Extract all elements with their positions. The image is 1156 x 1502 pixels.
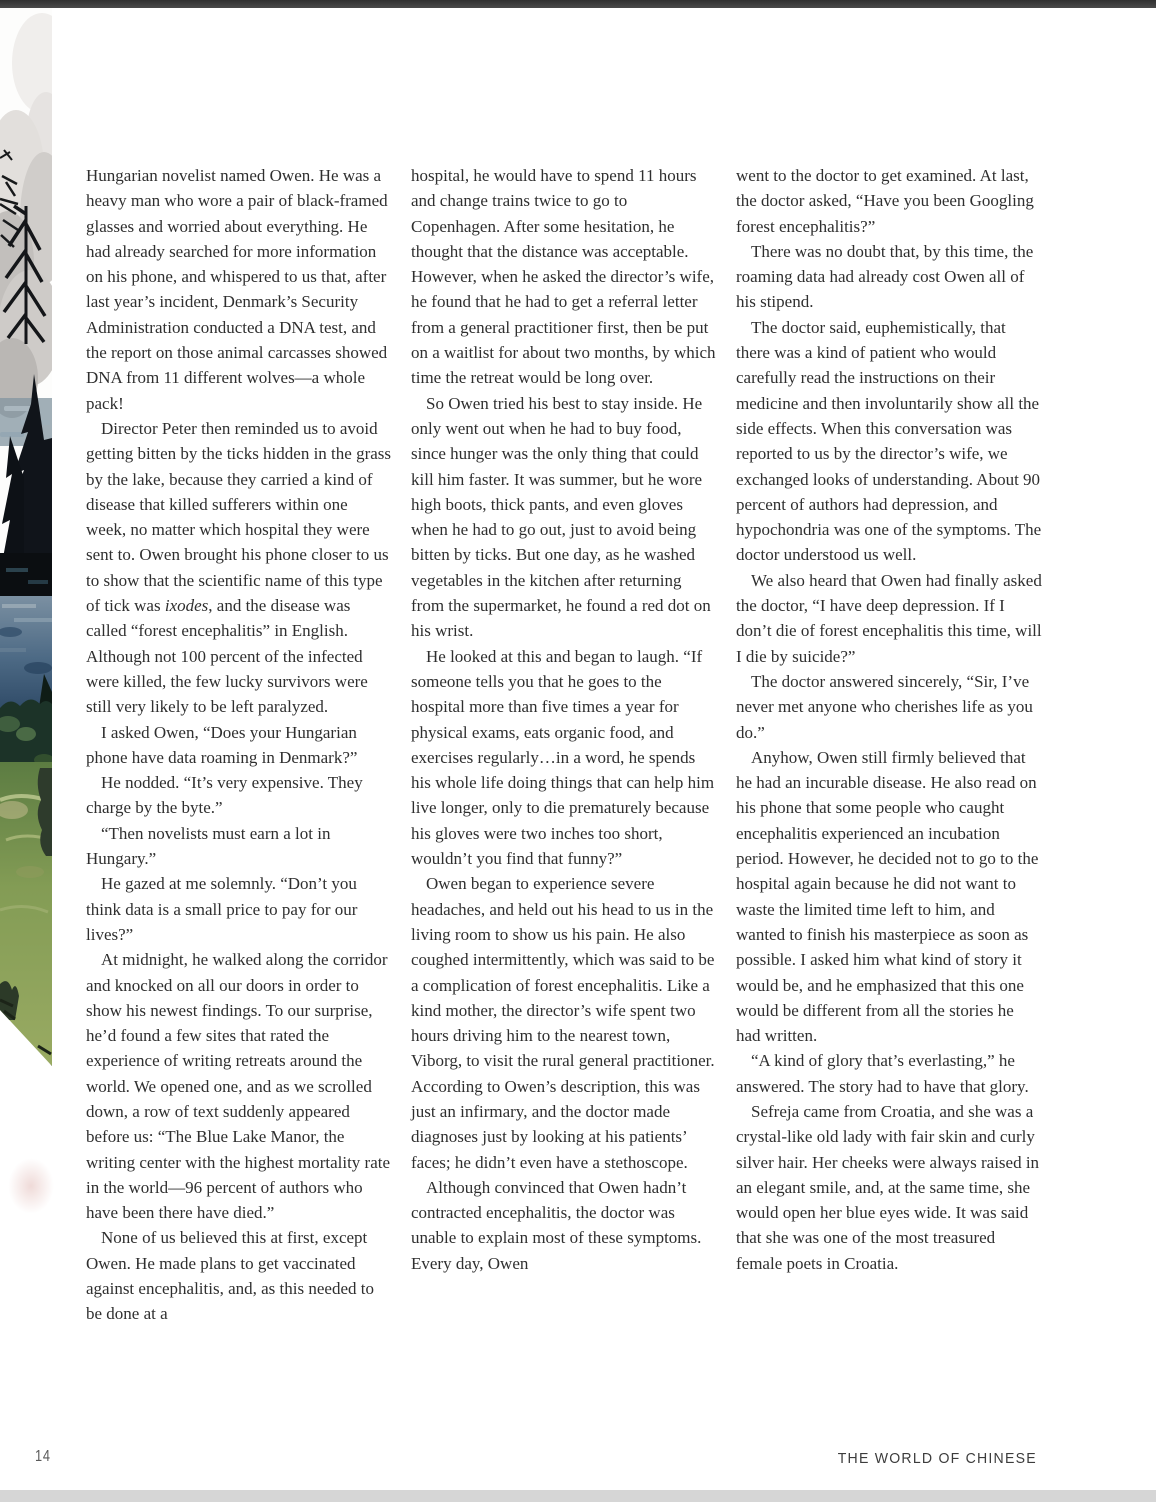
lakeside-forest-illustration — [0, 8, 52, 1075]
paragraph — [86, 416, 392, 720]
paragraph — [86, 821, 392, 872]
text-segment: We also heard that Owen had finally asked the doctor, “I have deep depression. If I don’t die of forest encephalitis this time, will I die by suicide?” — [736, 570, 1042, 666]
text-segment: Sefreja came from Croatia, and she was a crystal-like old lady with fair skin and curly silver hair. Her cheeks were always raised in an elegant smile, and, at the same time, she would open her blue eyes wide. It was said that she was one of the most treasured female poets in Croatia. — [736, 1101, 1040, 1273]
text-segment: Anyhow, Owen still firmly believed that he had an incurable disease. He also read on his phone that some people who caught encephalitis experienced an incubation period. However, he decided not to go to the hospital again because he did not want to waste the limited time left to him, and wanted to finish his masterpiece as soon as possible. I asked him what kind of story it would be, and he emphasized that this one would be different from all the stories he had written. — [736, 747, 1039, 1046]
page-bottom-edge-bar — [0, 1490, 1156, 1502]
text-segment: The doctor said, euphemistically, that there was a kind of patient who would carefully read the instructions on their medicine and then involuntarily show all the side effects. When this conversation was reported to us by the director’s wife, we exchanged looks of understanding. About 90 percent of authors had depression, and hypochondria was one of the symptoms. The doctor understood us well. — [736, 317, 1042, 565]
paragraph — [736, 1048, 1042, 1099]
paragraph — [86, 871, 392, 947]
paragraph — [411, 163, 717, 391]
magazine-title: THE WORLD OF CHINESE — [837, 1450, 1037, 1467]
column-left — [86, 163, 392, 1435]
text-segment: went to the doctor to get examined. At last, the doctor asked, “Have you been Googling forest encephalitis?” — [736, 166, 1034, 236]
paragraph — [86, 770, 392, 821]
paragraph — [736, 745, 1042, 1049]
text-segment: None of us believed this at first, except Owen. He made plans to get vaccinated against encephalitis, and, as this needed to be done at a — [86, 1228, 374, 1324]
text-segment: He nodded. “It’s very expensive. They charge by the byte.” — [86, 773, 363, 818]
paragraph — [736, 1099, 1042, 1276]
paragraph — [411, 1175, 717, 1276]
text-segment: “A kind of glory that’s everlasting,” he answered. The story had to have that glory. — [736, 1051, 1029, 1096]
paragraph — [86, 720, 392, 771]
text-segment: I asked Owen, “Does your Hungarian phone have data roaming in Denmark?” — [86, 722, 358, 767]
text-segment: , and the disease was called “forest encephalitis” in English. Although not 100 percent of the infected were killed, the few lucky survivors were still very likely to be left paralyzed. — [86, 596, 368, 717]
paragraph — [736, 315, 1042, 568]
paragraph — [411, 644, 717, 872]
text-segment: The doctor answered sincerely, “Sir, I’ve never met anyone who cherishes life as you do.” — [736, 671, 1033, 742]
paragraph — [86, 163, 392, 416]
paragraph — [411, 391, 717, 644]
text-segment: Owen began to experience severe headaches, and held out his head to us in the living room to show us his pain. He also coughed intermittently, which was said to be a complication of forest encephalitis. Like a kind mother, the director’s wife spent two hours driving him to the nearest town, Viborg, to visit the rural general practitioner. According to Owen’s description, this was just an infirmary, and the doctor made diagnoses just by looking at his patients’ faces; he didn’t even have a stethoscope. — [411, 874, 715, 1172]
page-top-edge-bar — [0, 0, 1156, 8]
page-number: 14 — [35, 1448, 51, 1465]
text-segment: Director Peter then reminded us to avoid getting bitten by the ticks hidden in the grass by the lake, because they carried a kind of disease that killed sufferers within one week, no matter which hospital they were sent to. Owen brought his phone closer to us to show that the scientific name of this type of tick was — [86, 418, 392, 616]
paragraph — [736, 239, 1042, 315]
paragraph — [736, 669, 1042, 745]
text-segment: He looked at this and began to laugh. “If someone tells you that he goes to the hospital more than five times a year for physical exams, eats organic food, and exercises regularly…in a word, he spends his whole life doing things that can help him live longer, only to die prematurely because his gloves were two inches too short, wouldn’t you find that funny?” — [411, 646, 715, 869]
text-segment: Although convinced that Owen hadn’t contracted encephalitis, the doctor was unable to explain most of these symptoms. Every day, Owen — [411, 1177, 702, 1273]
paragraph — [86, 1225, 392, 1326]
text-segment: Hungarian novelist named Owen. He was a heavy man who wore a pair of black-framed glasses and worried about everything. He had already searched for more information on his phone, and whispered to us that, after last year’s incident, Denmark’s Security Administration conducted a DNA test, and the report on those animal carcasses showed DNA from 11 different wolves—a whole pack! — [86, 166, 388, 413]
paragraph — [736, 568, 1042, 669]
column-middle — [411, 163, 717, 1435]
watercolor-smudge — [8, 1158, 54, 1214]
landscape-illustration-graphic — [0, 8, 52, 1075]
paragraph — [736, 163, 1042, 239]
italic-text: ixodes — [164, 596, 209, 616]
paragraph — [411, 871, 717, 1175]
text-segment: He gazed at me solemnly. “Don’t you think data is a small price to pay for our lives?” — [86, 874, 358, 944]
text-segment: So Owen tried his best to stay inside. He only went out when he had to buy food, since hunger was the only thing that could kill him faster. It was summer, but he wore high boots, thick pants, and even gloves when he had to go out, just to avoid being bitten by ticks. But one day, as he washed vegetables in the kitchen after returning from the supermarket, he found a red dot on his wrist. — [411, 393, 711, 641]
article-columns — [86, 163, 1042, 1435]
column-right — [736, 163, 1042, 1435]
text-segment: There was no doubt that, by this time, the roaming data had already cost Owen all of his stipend. — [736, 241, 1034, 312]
text-segment: hospital, he would have to spend 11 hours and change trains twice to go to Copenhagen. After some hesitation, he thought that the distance was acceptable. However, when he asked the director’s wife, he found that he had to get a referral letter from a general practitioner first, then be put on a waitlist for about two months, by which time the retreat would be long over. — [411, 166, 716, 388]
paragraph — [86, 947, 392, 1225]
text-segment: At midnight, he walked along the corridor and knocked on all our doors in order to show his newest findings. To our surprise, he’d found a few sites that rated the experience of writing retreats around the world. We opened one, and as we scrolled down, a row of text suddenly appeared before us: “The Blue Lake Manor, the writing center with the highest mortality rate in the world—96 percent of authors who have been there have died.” — [86, 950, 391, 1223]
text-segment: “Then novelists must earn a lot in Hungary.” — [86, 823, 331, 869]
